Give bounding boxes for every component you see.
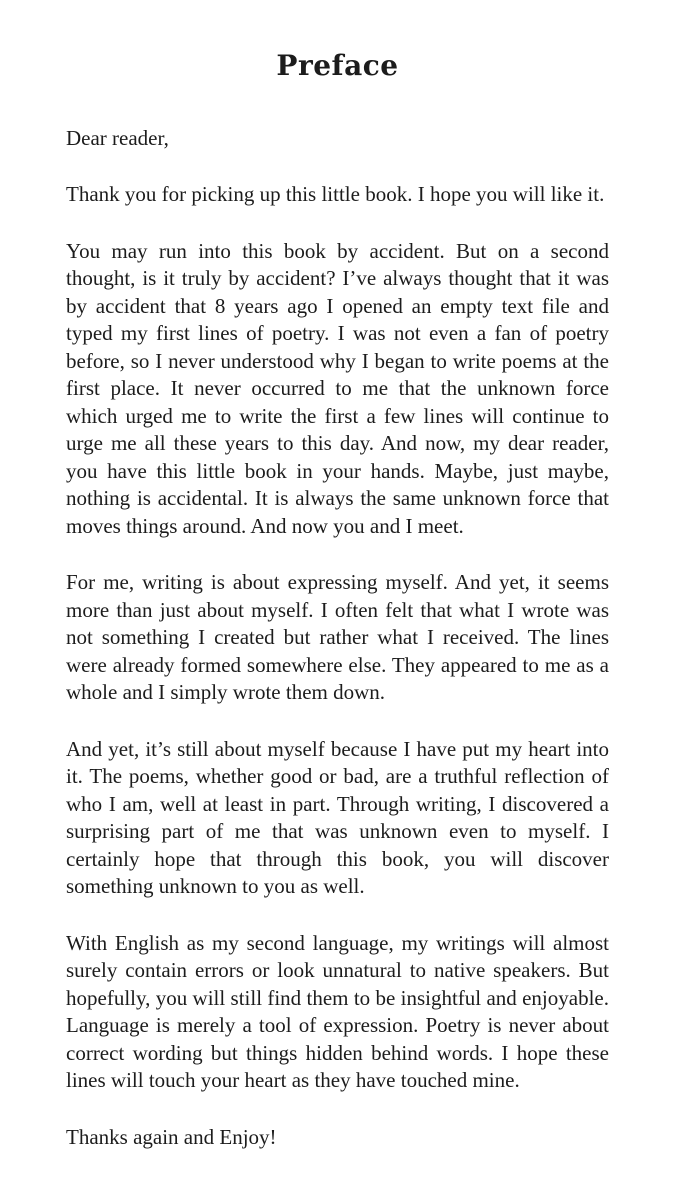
preface-content — [0, 49, 675, 1151]
intro-paragraph: Thank you for picking up this little book. I hope you will like it. — [66, 182, 605, 207]
self-reflection-paragraph: And yet, it’s still about myself because I have put my heart into it. The poems, whether good or bad, are a truthful reflection of who I am, well at least in part. Through writing, I discovered a surprising part of me that was unknown even to myself. I certainly hope that through this book, you will discover something unknown to you as well. — [66, 736, 609, 899]
page-title: Preface — [276, 49, 399, 82]
salutation-paragraph: Dear reader, — [66, 125, 169, 150]
closing-paragraph: Thanks again and Enjoy! — [66, 1124, 277, 1149]
writing-source-paragraph: For me, writing is about expressing myself. And yet, it seems more than just about myself. I often felt that what I wrote was not something I created but rather what I received. The lines were already formed somewhere else. They appeared to me as a whole and I simply wrote them down. — [66, 570, 609, 705]
language-paragraph: With English as my second language, my writings will almost surely contain errors or look unnatural to native speakers. But hopefully, you will still find them to be insightful and enjoyable. Language is merely a tool of expression. Poetry is never about correct wording but things hidden behind words. I hope these lines will touch your heart as they have touched mine. — [66, 930, 609, 1093]
accident-paragraph: You may run into this book by accident. But on a second thought, is it truly by accident? I’ve always thought that it was by accident that 8 years ago I opened an empty text file and typed my first lines of poetry. I was not even a fan of poetry before, so I never understood why I began to write poems at the first place. It never occurred to me that the unknown force which urged me to write the first a few lines will continue to urge me all these years to this day. And now, my dear reader, you have this little book in your hands. Maybe, just maybe, nothing is accidental. It is always the same unknown force that moves things around. And now you and I meet. — [66, 238, 609, 538]
